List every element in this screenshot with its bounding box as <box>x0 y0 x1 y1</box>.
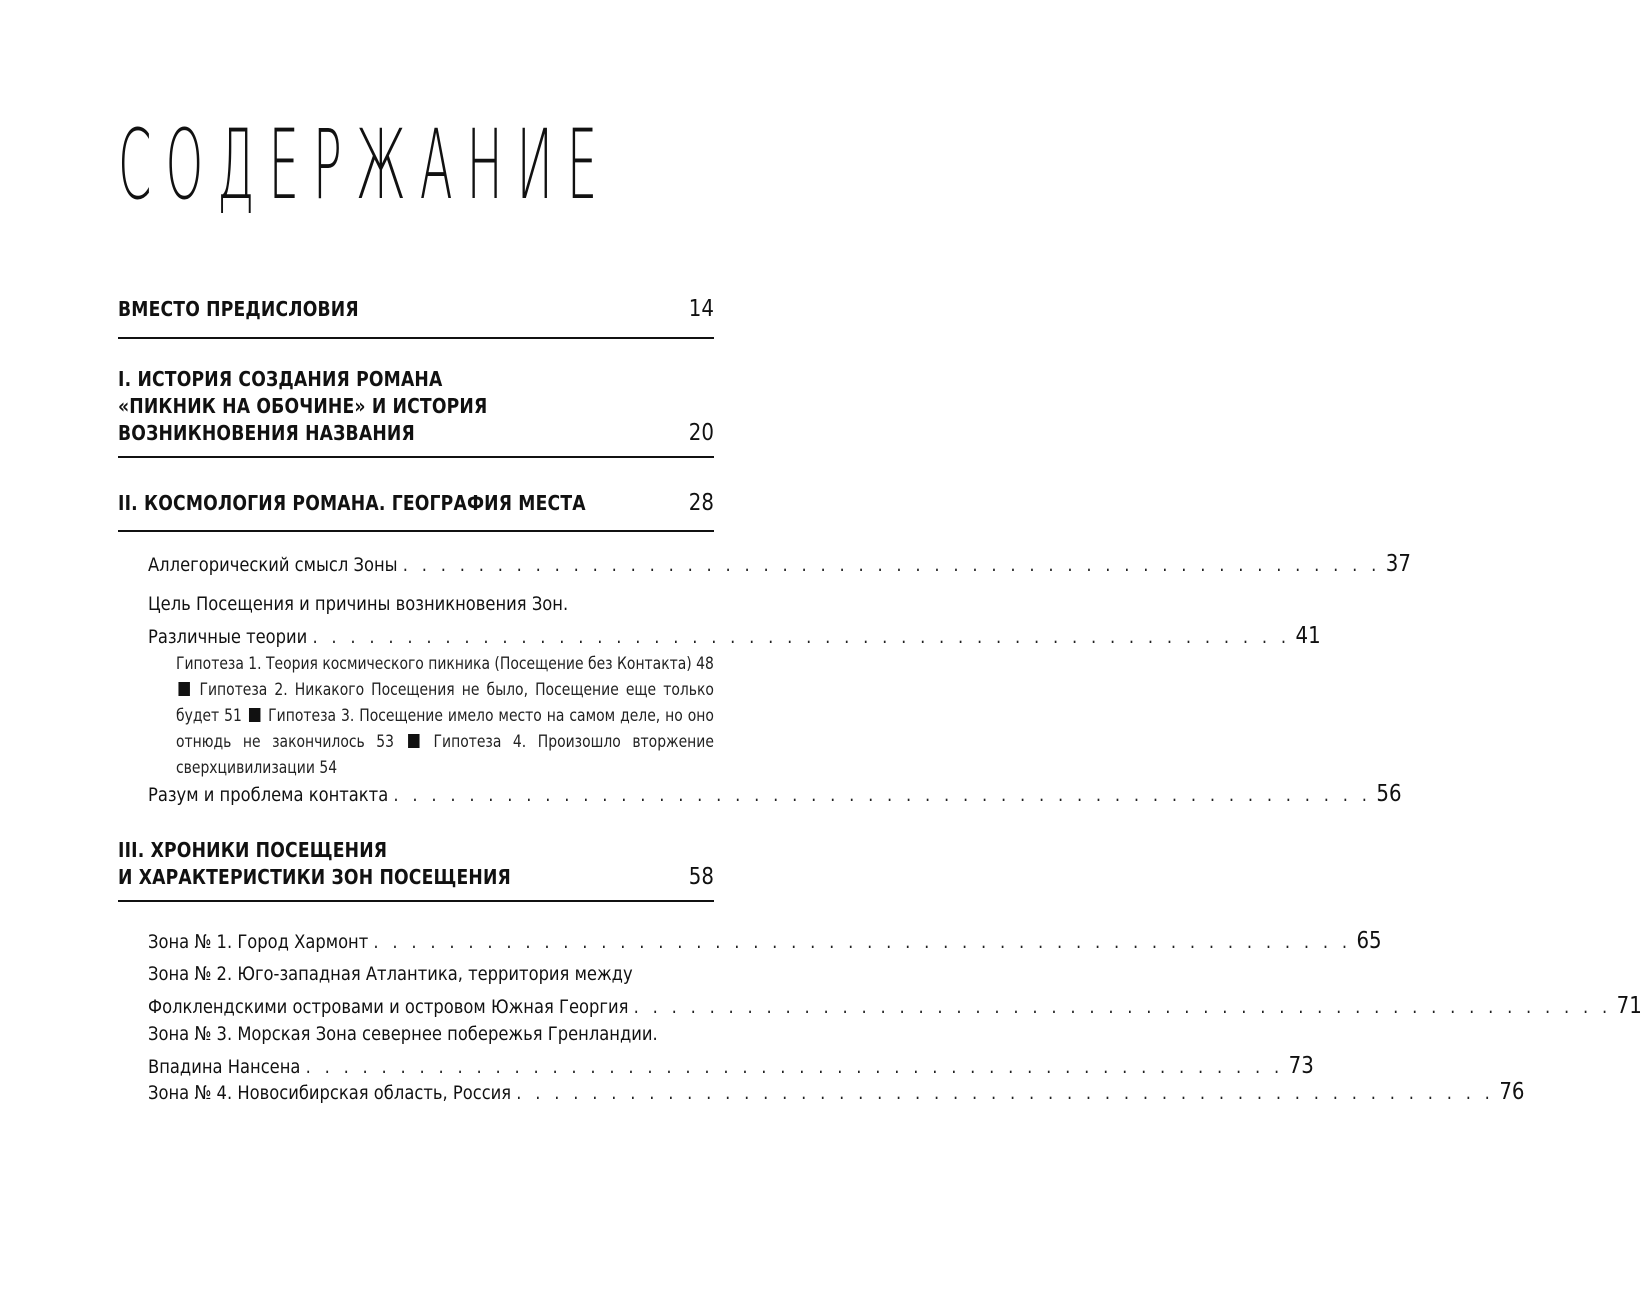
entry-title-line: Впадина Нансена <box>148 1056 301 1078</box>
entry-title-line: Зона № 2. Юго-западная Атлантика, территория между <box>148 963 633 985</box>
section-title-line: III. ХРОНИКИ ПОСЕЩЕНИЯ <box>118 838 388 862</box>
section-title-line: «ПИКНИК НА ОБОЧИНЕ» И ИСТОРИЯ <box>118 394 488 418</box>
toc-entry-zone-2[interactable] <box>148 958 1642 1023</box>
dot-leader: . . . . . . . . . . . . . . . . . . . . . . . . . . . . . . . . . . . . . . . . . . . . . . . . . . . . <box>312 626 1291 648</box>
page-number: 56 <box>1376 781 1402 807</box>
page-number: 71 <box>1616 993 1642 1019</box>
page-title: СОДЕРЖАНИЕ <box>118 110 612 222</box>
toc-section-3[interactable] <box>118 837 714 891</box>
page-number: 20 <box>688 420 714 446</box>
page-number: 76 <box>1499 1079 1525 1105</box>
page-number: 73 <box>1288 1053 1314 1079</box>
toc-entry-zone-1[interactable] <box>148 925 1382 958</box>
toc-section-preface[interactable] <box>118 296 714 323</box>
hypotheses-list <box>176 651 714 781</box>
toc-entry-mind-contact[interactable] <box>148 778 1402 811</box>
entry-title: Аллегорический смысл Зоны <box>148 554 398 576</box>
section-divider <box>118 337 714 339</box>
section-title: II. КОСМОЛОГИЯ РОМАНА. ГЕОГРАФИЯ МЕСТА <box>118 491 586 515</box>
entry-title: Зона № 4. Новосибирская область, Россия <box>148 1082 512 1104</box>
toc-entry-zone-4[interactable] <box>148 1076 1525 1109</box>
page-number: 28 <box>688 490 714 516</box>
entry-title: Разум и проблема контакта <box>148 784 389 806</box>
hypothesis-item[interactable]: Гипотеза 1. Теория космического пикника (Посещение без Контакта) 48 <box>176 654 714 674</box>
dot-leader: . . . . . . . . . . . . . . . . . . . . . . . . . . . . . . . . . . . . . . . . . . . . . . . . . . . . <box>633 996 1612 1018</box>
dot-leader: . . . . . . . . . . . . . . . . . . . . . . . . . . . . . . . . . . . . . . . . . . . . . . . . . . . . <box>305 1056 1284 1078</box>
entry-title-line: Зона № 3. Морская Зона севернее побережья Гренландии. <box>148 1023 658 1045</box>
square-bullet-icon <box>178 682 189 696</box>
entry-title-line: Различные теории <box>148 626 308 648</box>
page-number: 58 <box>688 864 714 890</box>
section-title: ВМЕСТО ПРЕДИСЛОВИЯ <box>118 297 359 321</box>
section-title-line: ВОЗНИКНОВЕНИЯ НАЗВАНИЯ <box>118 421 415 445</box>
dot-leader: . . . . . . . . . . . . . . . . . . . . . . . . . . . . . . . . . . . . . . . . . . . . . . . . . . . . <box>373 931 1352 953</box>
toc-section-2[interactable] <box>118 490 714 517</box>
dot-leader: . . . . . . . . . . . . . . . . . . . . . . . . . . . . . . . . . . . . . . . . . . . . . . . . . . . . <box>393 784 1372 806</box>
toc-section-1[interactable] <box>118 366 714 447</box>
section-divider <box>118 456 714 458</box>
dot-leader: . . . . . . . . . . . . . . . . . . . . . . . . . . . . . . . . . . . . . . . . . . . . . . . . . . . . <box>402 554 1381 576</box>
section-divider <box>118 530 714 532</box>
entry-title-line: Фолклендскими островами и островом Южная Георгия <box>148 996 629 1018</box>
toc-entry-visit-goal[interactable] <box>148 588 1321 653</box>
section-title-line: I. ИСТОРИЯ СОЗДАНИЯ РОМАНА <box>118 367 443 391</box>
hypothesis-item[interactable]: Гипотеза 2. Никакого Посещения не было, Посещение еще только будет 51 <box>176 680 714 726</box>
dot-leader: . . . . . . . . . . . . . . . . . . . . . . . . . . . . . . . . . . . . . . . . . . . . . . . . . . . . <box>516 1082 1495 1104</box>
square-bullet-icon <box>249 708 260 722</box>
section-divider <box>118 900 714 902</box>
page-number: 65 <box>1356 928 1382 954</box>
toc-entry-zone-3[interactable] <box>148 1018 1314 1083</box>
hypothesis-item[interactable]: Гипотеза 4. Произошло вторжение сверхцивилизации 54 <box>176 732 714 778</box>
hypothesis-item[interactable]: Гипотеза 3. Посещение имело место на самом деле, но оно отнюдь не закончилось 53 <box>176 706 714 752</box>
section-title-line: И ХАРАКТЕРИСТИКИ ЗОН ПОСЕЩЕНИЯ <box>118 865 511 889</box>
entry-title: Зона № 1. Город Хармонт <box>148 931 369 953</box>
page-number: 14 <box>688 296 714 322</box>
entry-title-line: Цель Посещения и причины возникновения Зон. <box>148 593 569 615</box>
page-number: 37 <box>1385 551 1411 577</box>
page-number: 41 <box>1295 623 1321 649</box>
square-bullet-icon <box>408 734 419 748</box>
toc-entry-allegory[interactable] <box>148 548 1411 581</box>
